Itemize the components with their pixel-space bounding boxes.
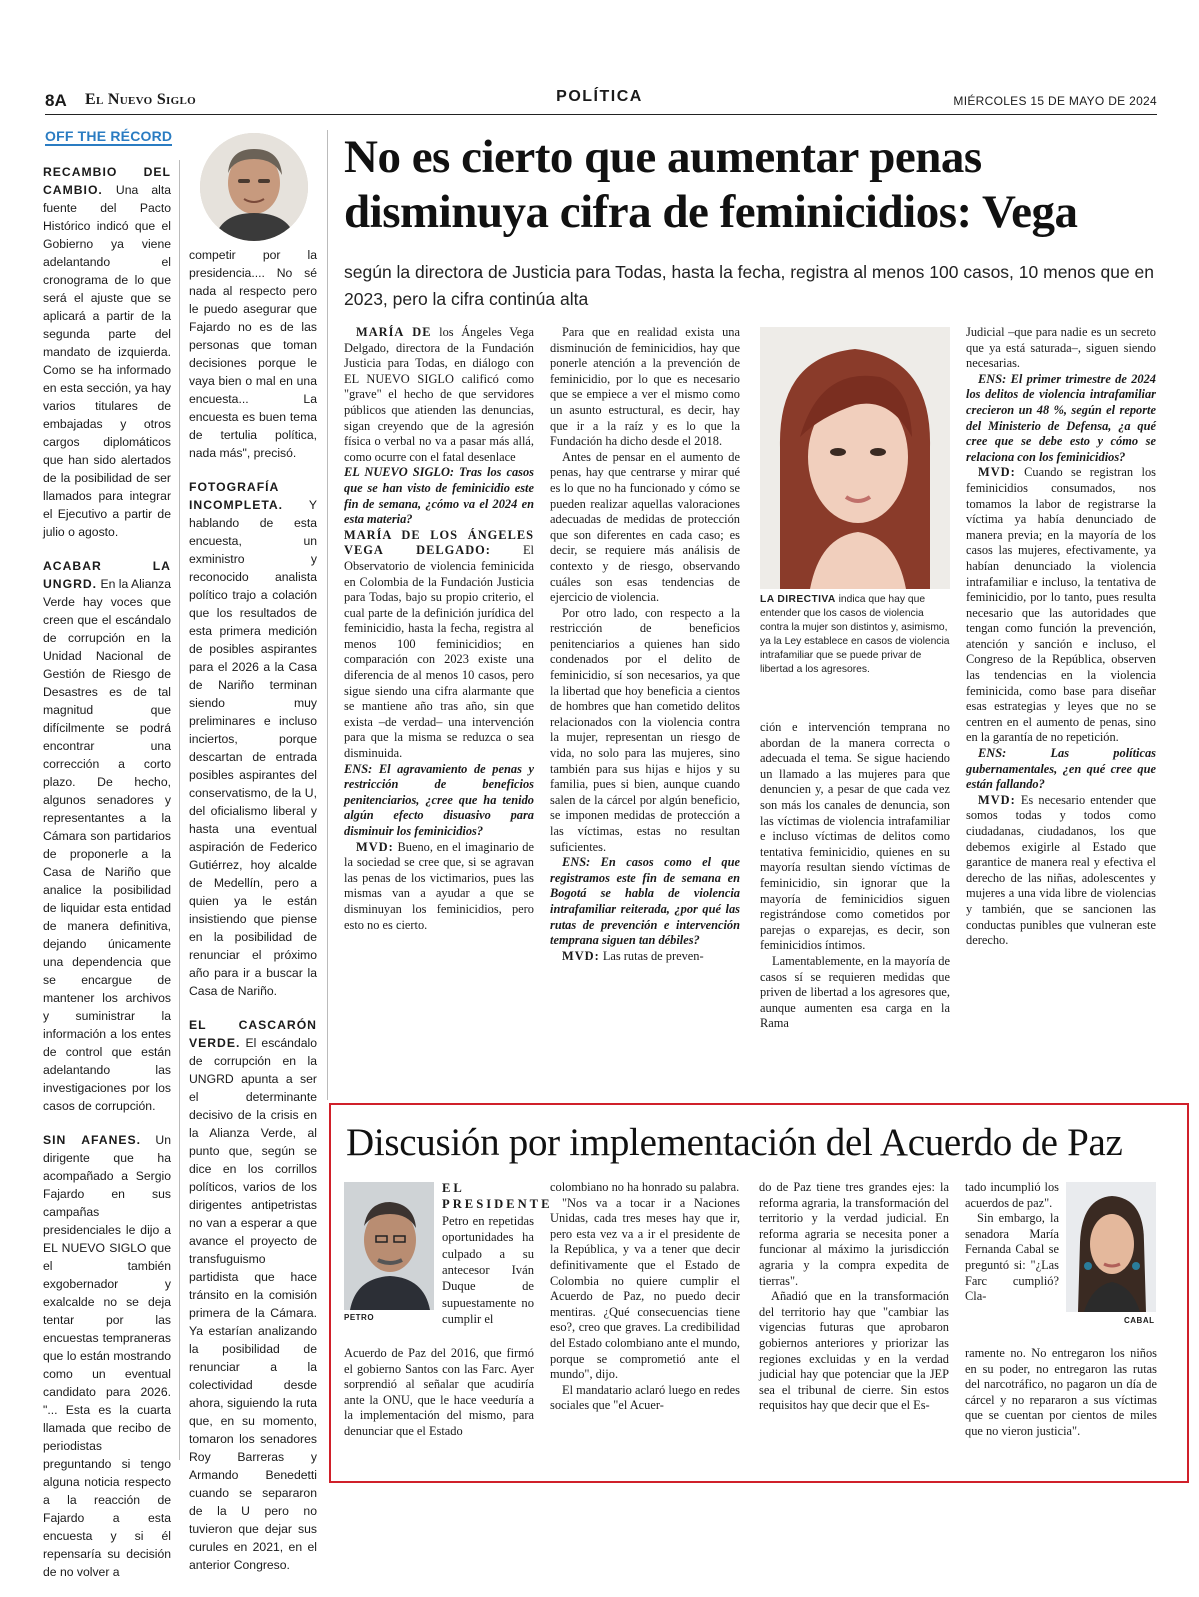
question: ENS: En casos como el que registramos este fin de semana en Bogotá se habla de violencia intrafamiliar reiterada, ¿por qué las rutas de prevención e intervención temprana siguen tan débiles? [550,855,740,948]
woman-portrait-icon [760,327,950,589]
question: ENS: El agravamiento de penas y restricción de beneficios penitenciarios, ¿cree que ha tenido algún efecto disuasivo para disminuir los feminicidios? [344,761,534,838]
paragraph: colombiano no ha honrado su palabra. [550,1180,740,1194]
box-column-4-top [965,1180,1059,1305]
page-number: 8A [45,91,67,110]
paragraph: MVD: Las rutas de preven- [562,948,704,963]
petro-photo [344,1182,434,1310]
masthead: El Nuevo Siglo [85,91,196,108]
sidebar-item: FOTOGRAFÍA INCOMPLETA. Y hablando de esta encuesta, un exministro y reconocido analista político trajo a colación que los resultados de esta primera medición de posibles aspirantes para el 2026 a la Casa de Nariño terminan siendo muy preliminares e incluso inciertos, porque descartan de entrada posibles aspirantes del conservatismo, de la U, del oficialismo liberal y hasta una eventual aspiración de Federico Gutiérrez, hoy alcalde de Medellín, pero a quien ya le están insistiendo que piense en la posibilidad de renunciar el próximo año para ir a buscar la Casa de Nariño. [189,480,317,998]
column-divider [179,160,180,1460]
paragraph: ramente no. No entregaron los niños en su poder, no entregaron las rutas del narcotráfico, no pagaron un día de cárcel y no repararon a sus víctimas que se cuentan por cientos de miles que no vieron justicia". [965,1346,1157,1438]
sidebar-item: competir por la presidencia.... No sé nada al respecto pero le puedo asegurar que Fajardo no es de las personas que toman decisiones porque le vaya bien o mal en una encuesta... La encuesta es buen tema de tertulia política, nada más", precisó. [189,248,317,460]
paragraph: MARÍA DE los Ángeles Vega Delgado, directora de la Fundación Justicia para Todas, en diálogo con EL NUEVO SIGLO calificó como "grave" el hecho de que servidores públicos que atienden las denuncias, sigan creyendo que de la agresión física o verbal no va a pasar más allá, como ocurre con el fatal desenlace [344,325,534,464]
sidebar-column-2 [189,246,317,1590]
box-column-4-bottom [965,1346,1157,1440]
sidebar-item: RECAMBIO DEL CAMBIO. Una alta fuente del Pacto Histórico indicó que el Gobierno ya viene adelantando el cronograma de lo que será el ajuste que se aplicará a partir de la segunda parte del mandato de izquierda. Como se ha informado en esta sección, ya hay varios titulares de embajadas y otros cargos diplomáticos que han sido alertados de la posibilidad de ser llamados para integrar el Ejecutivo a partir de julio o agosto. [43,165,171,539]
question: ENS: Las políticas gubernamentales, ¿en qué cree que están fallando? [966,746,1156,792]
column-divider [327,130,328,1100]
directiva-photo [760,327,950,589]
box-column-3 [759,1180,949,1414]
woman-portrait-icon [1066,1182,1156,1312]
sidebar-title: OFF THE RÉCORD [45,128,173,144]
paragraph: Acuerdo de Paz del 2016, que firmó el gobierno Santos con las Farc. Ayer sorprendió al señalar que acudiría ante la ONU, que le hace veeduría a la implementación del mismo, para denunciar que el Estado [344,1346,534,1438]
paragraph: Lamentablemente, en la mayoría de casos sí se requieren medidas que priven de libertad a los agresores que, aunque aumenten esa carga en la Rama [760,953,950,1031]
section-title: POLÍTICA [556,88,643,105]
paragraph: Para que en realidad exista una disminución de feminicidios, hay que ponerle atención a la prevención de feminicidio, por lo que es necesario que se empiece a ver el mismo como un asunto estructural, es decir, hay que ir a la raíz y es lo que la Fundación ha dicho desde el 2018. [550,325,740,449]
question: ENS: El primer trimestre de 2024 los delitos de violencia intrafamiliar crecieron un 48 %, según el reporte del Ministerio de Defensa, ¿a qué cree que se debe esto y cómo se relaciona con los feminicidios? [966,371,1156,464]
sidebar-item: ACABAR LA UNGRD. En la Alianza Verde hay voces que creen que el escándalo de corrupción en la Unidad Nacional de Gestión de Riesgo de Desastres es de tal magnitud que difícilmente se podrá encontrar una corrección a corto plazo. De hecho, algunos senadores y representantes a la Cámara son partidarios de proponerle a la Casa de Nariño que analice la posibilidad de liquidar esta entidad de manera definitiva, dejando únicamente una dependencia que se encargue de mantener los archivos y suministrar la información a los entes de control que están adelantando las investigaciones por los casos de corrupción. [43,559,171,1113]
paragraph: tado incumplió los acuerdos de paz". [965,1180,1059,1210]
paragraph: Por otro lado, con respecto a la restricción de beneficios penitenciarios a quienes han sido condenados por el delito de feminicidio, sí son necesarios, ya que la libertad que hoy beneficia a cientos de hombres que han cometido delitos relacionados con la violencia contra la mujer, representan un riesgo de vida, no solo para las mujeres, sino también para sus hijas e hijos y su familia, pues si bien, aunque cuando salen de la cárcel por algún beneficio, se imponen medidas de protección a las víctimas, estas no resultan suficientes. [550,605,740,854]
dateline: MIÉRCOLES 15 DE MAYO DE 2024 [953,94,1157,108]
paragraph: "Nos va a tocar ir a Naciones Unidas, cada tres meses hay que ir, pero esta vez va a ir el presidente de la República, y va a tener que decir definitivamente que el Estado de Colombia no quiere cumplir el Acuerdo de Paz, no puedo decir mentiras. ¿Qué consecuencias tiene eso?, creo que graves. La credibilidad del Estado colombiano ante el mundo, porque se comprometió ante el mundo", dijo. [550,1195,740,1382]
sidebar-item: EL CASCARÓN VERDE. El escándalo de corrupción en la UNGRD apunta a ser el determinante decisivo de la crisis en la Alianza Verde, al punto que, según se dice en los corrillos políticos, varios de los dirigentes antipetristas no van a esperar a que avance el proyecto de transfuguismo partidista que hace tránsito en la comisión primera de la Cámara. Ya estarían analizando la posibilidad de renunciar a la colectividad desde ahora, siguiendo la ruta que, en su momento, tomaron los senadores Roy Barreras y Armando Benedetti cuando se separaron de la U pero no tuvieron que dejar sus curules en 2021, en el anterior Congreso. [189,1018,317,1572]
question: EL NUEVO SIGLO: Tras los casos que se han visto de feminicidio este fin de semana, ¿cómo va el 2024 en esta materia? [344,465,534,527]
paragraph: do de Paz tiene tres grandes ejes: la reforma agraria, la transformación del territorio y la verdad judicial. En reforma agraria se necesita poner a funcionar al máximo la jurisdicción agraria y la compra expedita de tierras". [759,1180,949,1288]
paragraph: MVD: Bueno, en el imaginario de la sociedad se cree que, si se agravan las penas de los victimarios, pues las mismas van a ayudar a que se disminuyan los feminicidios, pero esto no es cierto. [344,839,534,932]
petro-caption: PETRO [344,1313,375,1322]
article-column-3 [760,720,950,1032]
photo-caption: LA DIRECTIVA indica que hay que entender que los casos de violencia contra la mujer son distintos y, asimismo, ya la Ley establece en casos de violencia intrafamiliar que se puede privar de libertad a los agresores. [760,594,950,675]
paragraph: MVD: Cuando se registran los feminicidios consumados, nos tomamos la labor de registrarse la víctima ya había denunciado de manera previa; en la mayoría de los casos las mujeres, efectivamente, ya habían denunciado la violencia intrafamiliar e incluso, la tentativa de feminicidio, por lo tanto, pues resulta necesario que las autoridades que tengan como función la prevención, atención y sanción e incluso, el Congreso de la República, observen las tendencias en la violencia feminicida, como base para diseñar esas estrategias y leyes que no se centren en el aumento de penas, sino en la garantía de no repetición. [966,465,1156,745]
columnist-portrait-icon [200,133,308,241]
cabal-photo [1066,1182,1156,1312]
paragraph: MVD: Es necesario entender que somos todas y todos como ciudadanas, ciudadanos, los que debemos exigirle al Estado que garantice de manera real y efectiva el derecho de las niñas, adolescentes y mujeres a una vida libre de violencias y también, que se sancionen las conductas punibles que vulneran este derecho. [966,792,1156,948]
paragraph: Antes de pensar en el aumento de penas, hay que centrarse y mirar qué es lo que no ha funcionado y cómo se pueden realizar aquellas valoraciones adecuadas de medidas de protección que son diferentes en cada caso; es decir, se requiere más análisis de contexto y de riesgo, observando cuáles son esas tendencias de ejercicio de violencia. [550,449,740,605]
paragraph: Añadió que en la transformación del territorio hay que "cambiar las vigencias futuras que aprobaron gobiernos anteriores y priorizar las regiones excluidas y en la verdad judicial hay que potenciar que la JEP sea el tribunal de cierre. Sin estos requisitos hay que decir que el Es- [759,1289,949,1413]
paragraph: Sin embargo, la senadora María Fernanda Cabal se preguntó si: "¿Las Farc cumplió? Cla- [965,1211,1059,1304]
man-portrait-icon [344,1182,434,1310]
box-column-1-top [442,1180,553,1328]
box-column-1-bottom [344,1346,534,1440]
box-column-2 [550,1180,740,1414]
article-column-4 [966,325,1156,949]
cabal-caption: CABAL [1124,1316,1155,1325]
sidebar-item: SIN AFANES. Un dirigente que ha acompañado a Sergio Fajardo en sus campañas presidenciales le dijo a EL NUEVO SIGLO que el también exgobernador y exalcalde no se deja tentar por las encuestas tempraneras que lo están mostrando como un eventual candidato para 2026. "... Esta es la cuarta llamada que recibo de periodistas preguntando si tengo alguna noticia respecto a la reacción de Fajardo a esta encuesta y si él repensaría su decisión de no volver a [43,1133,171,1579]
columnist-photo [200,133,308,241]
sidebar-column-1 [43,163,171,1597]
article-column-1 [344,325,534,933]
article-headline: No es cierto que aumentar penas disminuya cifra de feminicidios: Vega [344,131,1078,238]
article-column-2 [550,325,740,964]
paragraph: Judicial –que para nadie es un secreto que ya está saturada–, siguen siendo necesarias. [966,325,1156,371]
paragraph: MARÍA DE LOS ÁNGELES VEGA DELGADO: El Observatorio de violencia feminicida en Colombia de la Fundación Justicia para Todas, bajo su propio criterio, el cual parte de la definición jurídica del feminicidio, hasta la fecha, registra al menos 100 feminicidios; en comparación con 2023 existe una diferencia de al menos 10 casos, pero sigue siendo una cifra alarmante que se mantiene año tras año, sin que exista –de verdad– una intervención para que la misma se reduzca o sea disminuida. [344,527,534,761]
paragraph: El mandatario aclaró luego en redes sociales que "el Acuer- [550,1382,740,1413]
article-deck: según la directora de Justicia para Todas, hasta la fecha, registra al menos 100 casos, 10 menos que en 2023, pero la cifra continúa alta [344,262,1155,309]
paragraph: ción e intervención temprana no abordan de la manera correcta o adecuada el tema. Se sigue haciendo un llamado a las mujeres para que denuncien y, a pesar de que cada vez son más los canales de denuncia, son las víctimas de violencia intrafamiliar e incluso víctimas de delitos como tentativa feminicidio, quienes en su mayoría resultan siendo víctimas de feminicidio, sin ignorar que la mayoría de feminicidios siguen registrándose como cometidos por parejas o exparejas, es decir, son feminicidios íntimos. [760,720,950,953]
paragraph: EL PRESIDENTE Petro en repetidas oportunidades ha culpado a su antecesor Iván Duque de supuestamente no cumplir el [442,1181,553,1327]
box-headline: Discusión por implementación del Acuerdo de Paz [346,1121,1123,1164]
